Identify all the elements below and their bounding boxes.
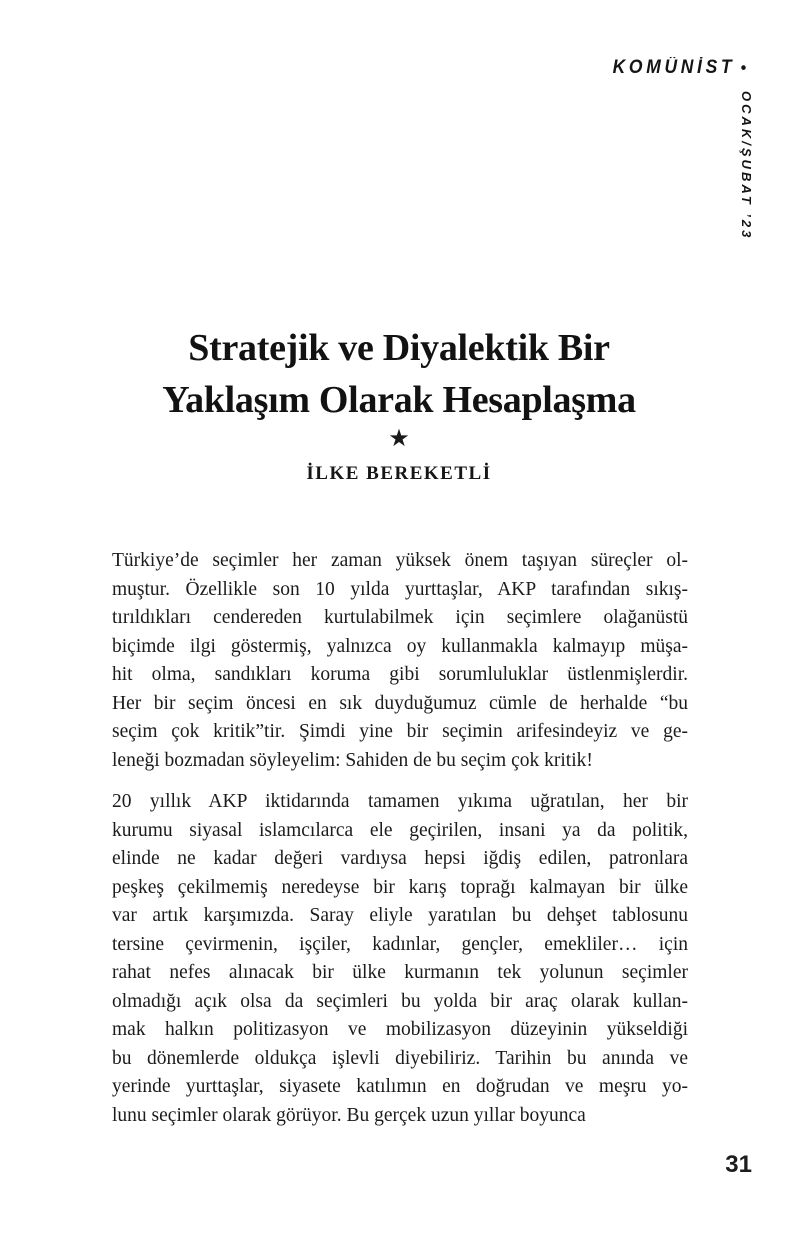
text-line: biçimde ilgi göstermiş, yalnızca oy kullanmakla kalmayıp müşa-	[112, 635, 688, 657]
magazine-title: KOMÜNİST	[612, 57, 736, 78]
text-line: var artık karşımızda. Saray eliyle yaratılan bu dehşet tablosunu	[112, 905, 688, 926]
text-line: tırıldıkları cendereden kurtulabilmek için seçimlere olağanüstü	[112, 607, 688, 628]
bullet-separator-icon: •	[740, 58, 746, 77]
text-line: peşkeş çekilmemiş neredeyse bir karış toprağı kalmayan bir ülke	[112, 876, 688, 898]
article-title-line-2: Yaklaşım Olarak Hesaplaşma	[162, 379, 636, 421]
article-body	[112, 547, 688, 1130]
text-line: seçim çok kritik”tir. Şimdi yine bir seçimin arifesindeyiz ve ge-	[112, 721, 688, 742]
text-line: mak halkın politizasyon ve mobilizasyon düzeyinin yükseldiği	[112, 1019, 688, 1040]
text-line: yerinde yurttaşlar, siyasete katılımın en doğrudan ve meşru yo-	[112, 1076, 688, 1097]
text-line: olmadığı açık olsa da seçimleri bu yolda bir araç olarak kullan-	[112, 990, 688, 1012]
text-line: kurumu siyasal islamcılarca ele geçirilen, insani ya da politik,	[112, 819, 688, 841]
text-line: 20 yıllık AKP iktidarında tamamen yıkıma uğratılan, her bir	[112, 791, 688, 812]
text-line: bu dönemlerde oldukça işlevli diyebiliriz. Tarihin bu anında ve	[112, 1047, 688, 1069]
text-line: muştur. Özellikle son 10 yılda yurttaşlar, AKP tarafından sıkış-	[112, 578, 688, 600]
magazine-masthead	[612, 57, 746, 79]
text-line: Her bir seçim öncesi en sık duyduğumuz cümle de herhalde “bu	[112, 692, 688, 714]
star-icon: ★	[388, 426, 410, 452]
author-name: İLKE BEREKETLİ	[306, 463, 492, 484]
page-number: 31	[725, 1151, 752, 1178]
text-line: elinde ne kadar değeri vardıysa hepsi iğdiş edilen, patronlara	[112, 848, 688, 869]
issue-date-vertical: OCAK/ŞUBAT ’23	[739, 91, 754, 241]
article-title	[0, 322, 798, 426]
text-line: tersine çevirmenin, işçiler, kadınlar, gençler, emekliler… için	[112, 933, 688, 955]
text-line: leneği bozmadan söyleyelim: Sahiden de bu seçim çok kritik!	[112, 749, 593, 771]
paragraph	[112, 788, 688, 1130]
text-line: rahat nefes alınacak bir ülke kurmanın tek yolunun seçimler	[112, 962, 688, 983]
paragraph	[112, 547, 688, 775]
text-line: Türkiye’de seçimler her zaman yüksek önem taşıyan süreçler ol-	[112, 550, 688, 571]
text-line: lunu seçimler olarak görüyor. Bu gerçek uzun yıllar boyunca	[112, 1104, 586, 1126]
text-line: hit olma, sandıkları koruma gibi sorumluluklar üstlenmişlerdir.	[112, 664, 688, 685]
article-title-line-1: Stratejik ve Diyalektik Bir	[188, 327, 610, 369]
